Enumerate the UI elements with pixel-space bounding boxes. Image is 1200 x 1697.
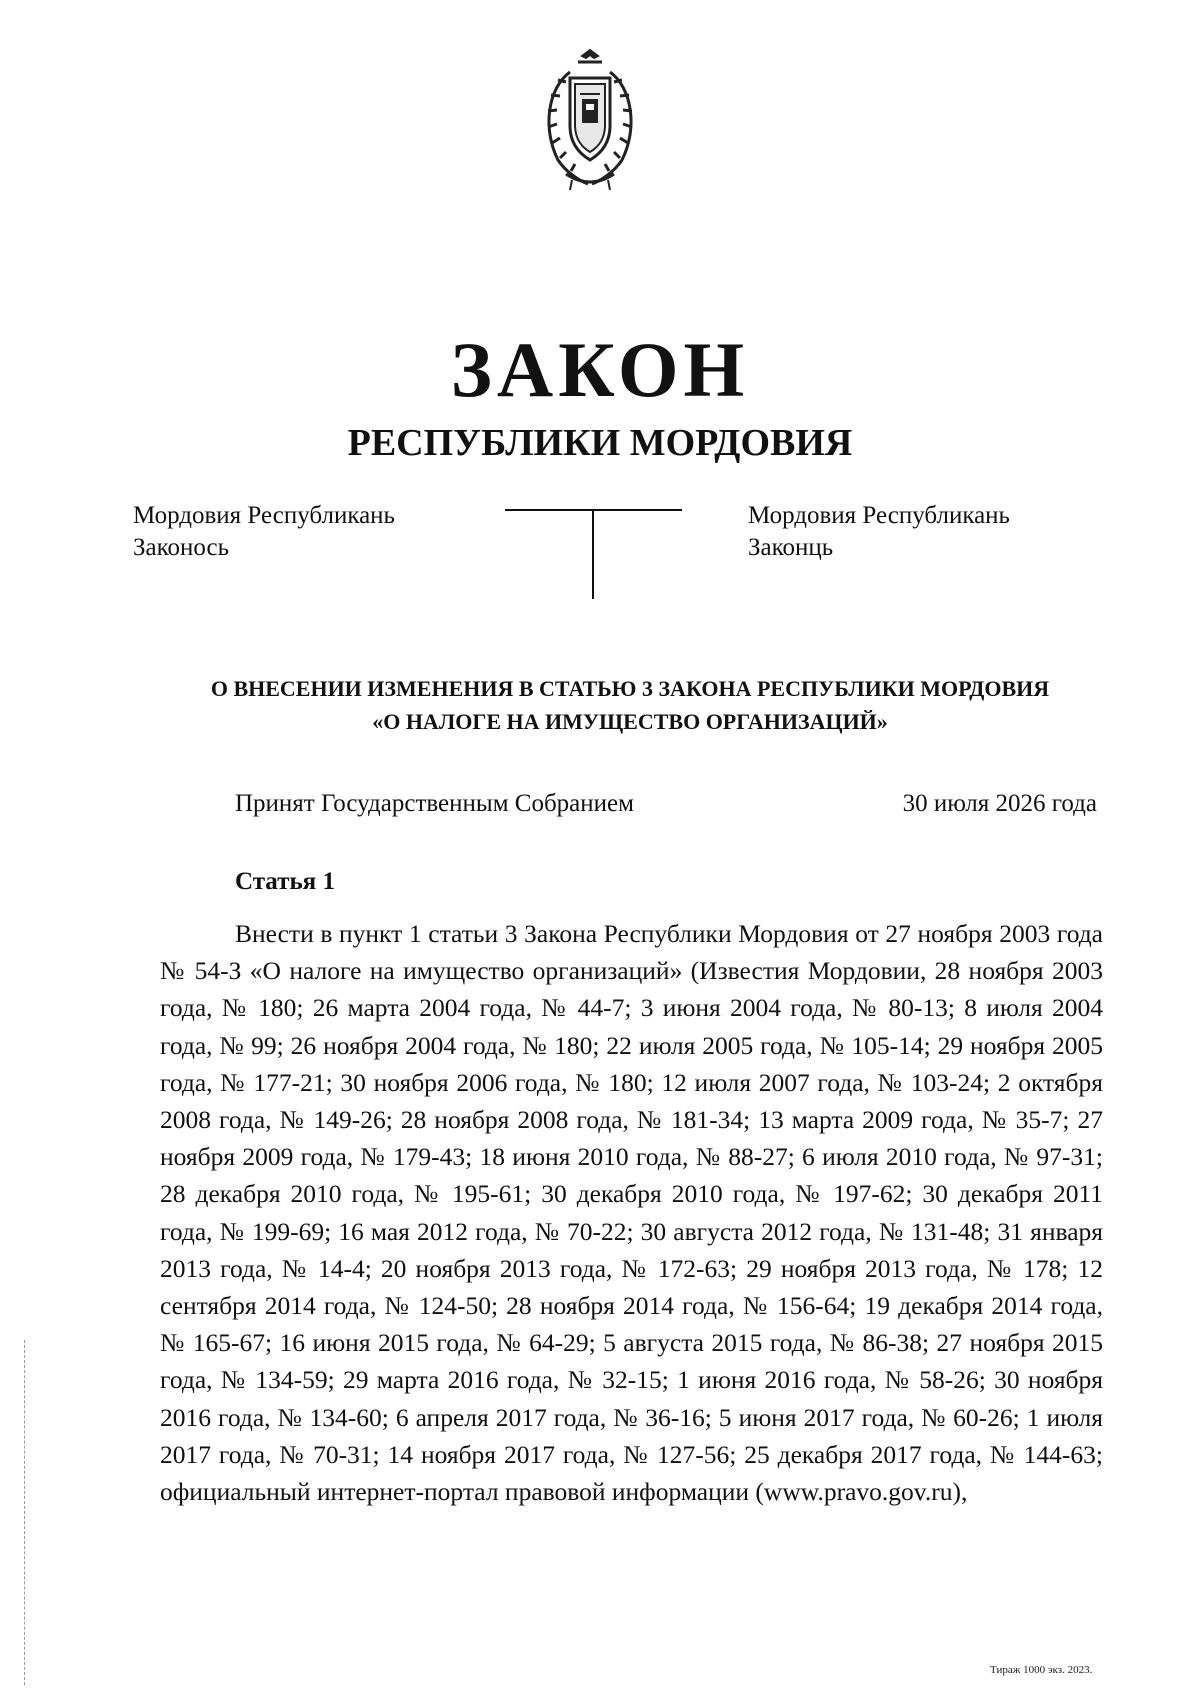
law-heading-line2: «О НАЛОГЕ НА ИМУЩЕСТВО ОРГАНИЗАЦИЙ» xyxy=(372,709,888,734)
document-subtitle: РЕСПУБЛИКИ МОРДОВИЯ xyxy=(347,422,853,464)
erzya-title-line1: Мордовия Республикань xyxy=(748,502,1010,529)
document-title: ЗАКОН xyxy=(450,326,750,413)
moksha-title-line1: Мордовия Республикань xyxy=(133,502,395,529)
adoption-date: 30 июля 2026 года xyxy=(902,790,1097,817)
article-body: Внести в пункт 1 статьи 3 Закона Республики Мордовия от 27 ноября 2003 года № 54-З «О налоге на имущество организаций» (Известия Мордовии, 28 ноября 2003 года, № 180; 26 марта 2004 года, № 44-7; 3 июня 2004 года, № 80-13; 8 июля 2004 года, № 99; 26 ноября 2004 года, № 180; 22 июля 2005 года, № 105-14; 29 ноября 2005 года, № 177-21; 30 ноября 2006 года, № 180; 12 июля 2007 года, № 103-24; 2 октября 2008 года, № 149-26; 28 ноября 2008 года, № 181-34; 13 марта 2009 года, № 35-7; 27 ноября 2009 года, № 179-43; 18 июня 2010 года, № 88-27; 6 июля 2010 года, № 97-31; 28 декабря 2010 года, № 195-61; 30 декабря 2010 года, № 197-62; 30 декабря 2011 года, № 199-69; 16 мая 2012 года, № 70-22; 30 августа 2012 года, № 131-48; 31 января 2013 года, № 14-4; 20 ноября 2013 года, № 172-63; 29 ноября 2013 года, № 178; 12 сентября 2014 года, № 124-50; 28 ноября 2014 года, № 156-64; 19 декабря 2014 года, № 165-67; 16 июня 2015 года, № 64-29; 5 августа 2015 года, № 86-38; 27 ноября 2015 года, № 134-59; 29 марта 2016 года, № 32-15; 1 июня 2016 года, № 58-26; 30 ноября 2016 года, № 134-60; 6 апреля 2017 года, № 36-16; 5 июня 2017 года, № 60-26; 1 июля 2017 года, № 70-31; 14 ноября 2017 года, № 127-56; 25 декабря 2017 года, № 144-63; официальный интернет-портал правовой информации (www.pravo.gov.ru), xyxy=(160,919,1103,1507)
moksha-title-block xyxy=(133,500,395,564)
margin-scan-mark xyxy=(24,1340,25,1685)
adoption-label: Принят Государственным Собранием xyxy=(235,790,634,817)
adoption-line xyxy=(235,788,1097,820)
erzya-title-block xyxy=(748,500,1010,564)
article-title: Статья 1 xyxy=(235,868,335,895)
number-line-vertical xyxy=(592,509,594,599)
print-run-note: Тираж 1000 экз. 2023. xyxy=(990,1664,1093,1676)
law-heading xyxy=(150,672,1110,738)
moksha-title-line2: Законось xyxy=(133,534,229,561)
law-heading-line1: О ВНЕСЕНИИ ИЗМЕНЕНИЯ В СТАТЬЮ 3 ЗАКОНА РЕСПУБЛИКИ МОРДОВИЯ xyxy=(210,676,1050,701)
erzya-title-line2: Законць xyxy=(748,534,834,561)
coat-of-arms-icon xyxy=(530,48,650,193)
